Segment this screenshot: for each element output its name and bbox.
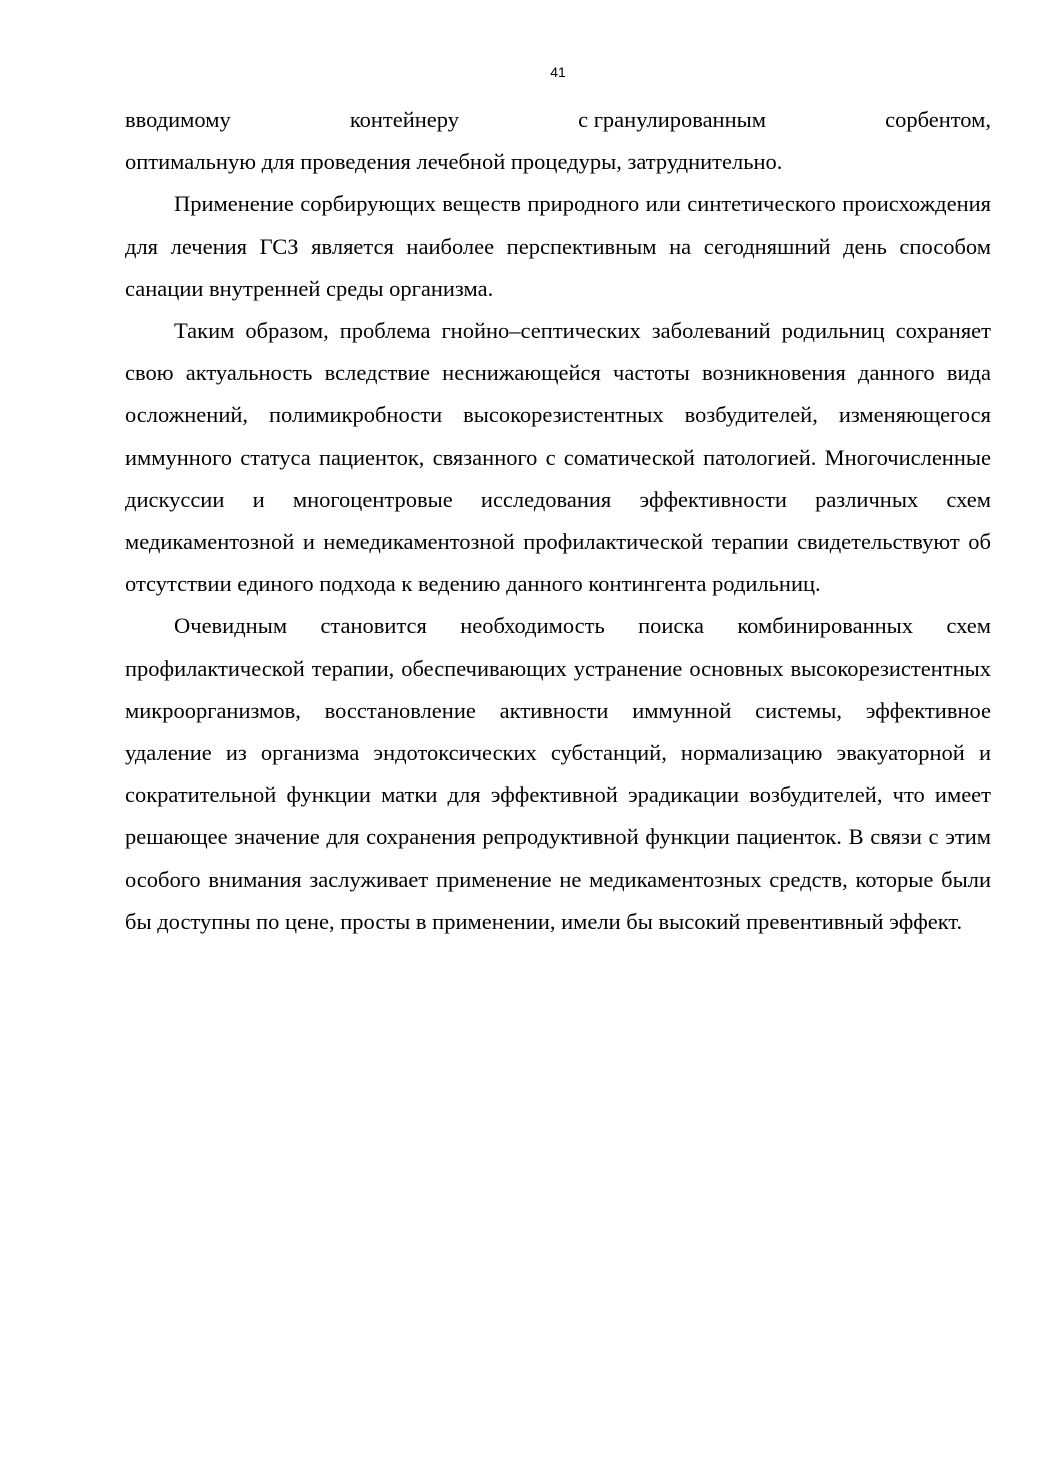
paragraph-conclusion: Очевидным становится необходимость поиска комбинированных схем профилактической терапии, обеспечивающих устранение основных высокорезистентных микроорганизмов, восстановление активности иммунной системы, эффективное удаление из организма эндотоксических субстанций, нормализацию эвакуаторной и сократительной функции матки для эффективной эрадикации возбудителей, что имеет решающее значение для сохранения репродуктивной функции пациенток. В связи с этим особого внимания заслуживает применение не медикаментозных средств, которые были бы доступны по цене, просты в применении, имели бы высокий превентивный эффект. (125, 613, 991, 934)
paragraph-continuation (125, 99, 991, 183)
continuation-first-line (125, 99, 991, 141)
word: сорбентом, (885, 107, 991, 132)
paragraph-sorbents: Применение сорбирующих веществ природного или синтетического происхождения для лечения ГСЗ является наиболее перспективным на сегодняшний день способом санации внутренней среды организма. (125, 191, 991, 301)
word: с гранулированным (578, 107, 766, 132)
paragraph-problem-summary: Таким образом, проблема гнойно–септических заболеваний родильниц сохраняет свою актуальность вследствие неснижающейся частоты возникновения данного вида осложнений, полимикробности высокорезистентных возбудителей, изменяющегося иммунного статуса пациенток, связанного с соматической патологией. Многочисленные дискуссии и многоцентровые исследования эффективности различных схем медикаментозной и немедикаментозной профилактической терапии свидетельствуют об отсутствии единого подхода к ведению данного контингента родильниц. (125, 318, 991, 597)
continuation-rest: оптимальную для проведения лечебной процедуры, затруднительно. (125, 149, 783, 175)
word: контейнеру (349, 107, 459, 132)
document-body (125, 99, 991, 943)
word: вводимому (125, 107, 231, 132)
page-number: 41 (550, 64, 566, 80)
